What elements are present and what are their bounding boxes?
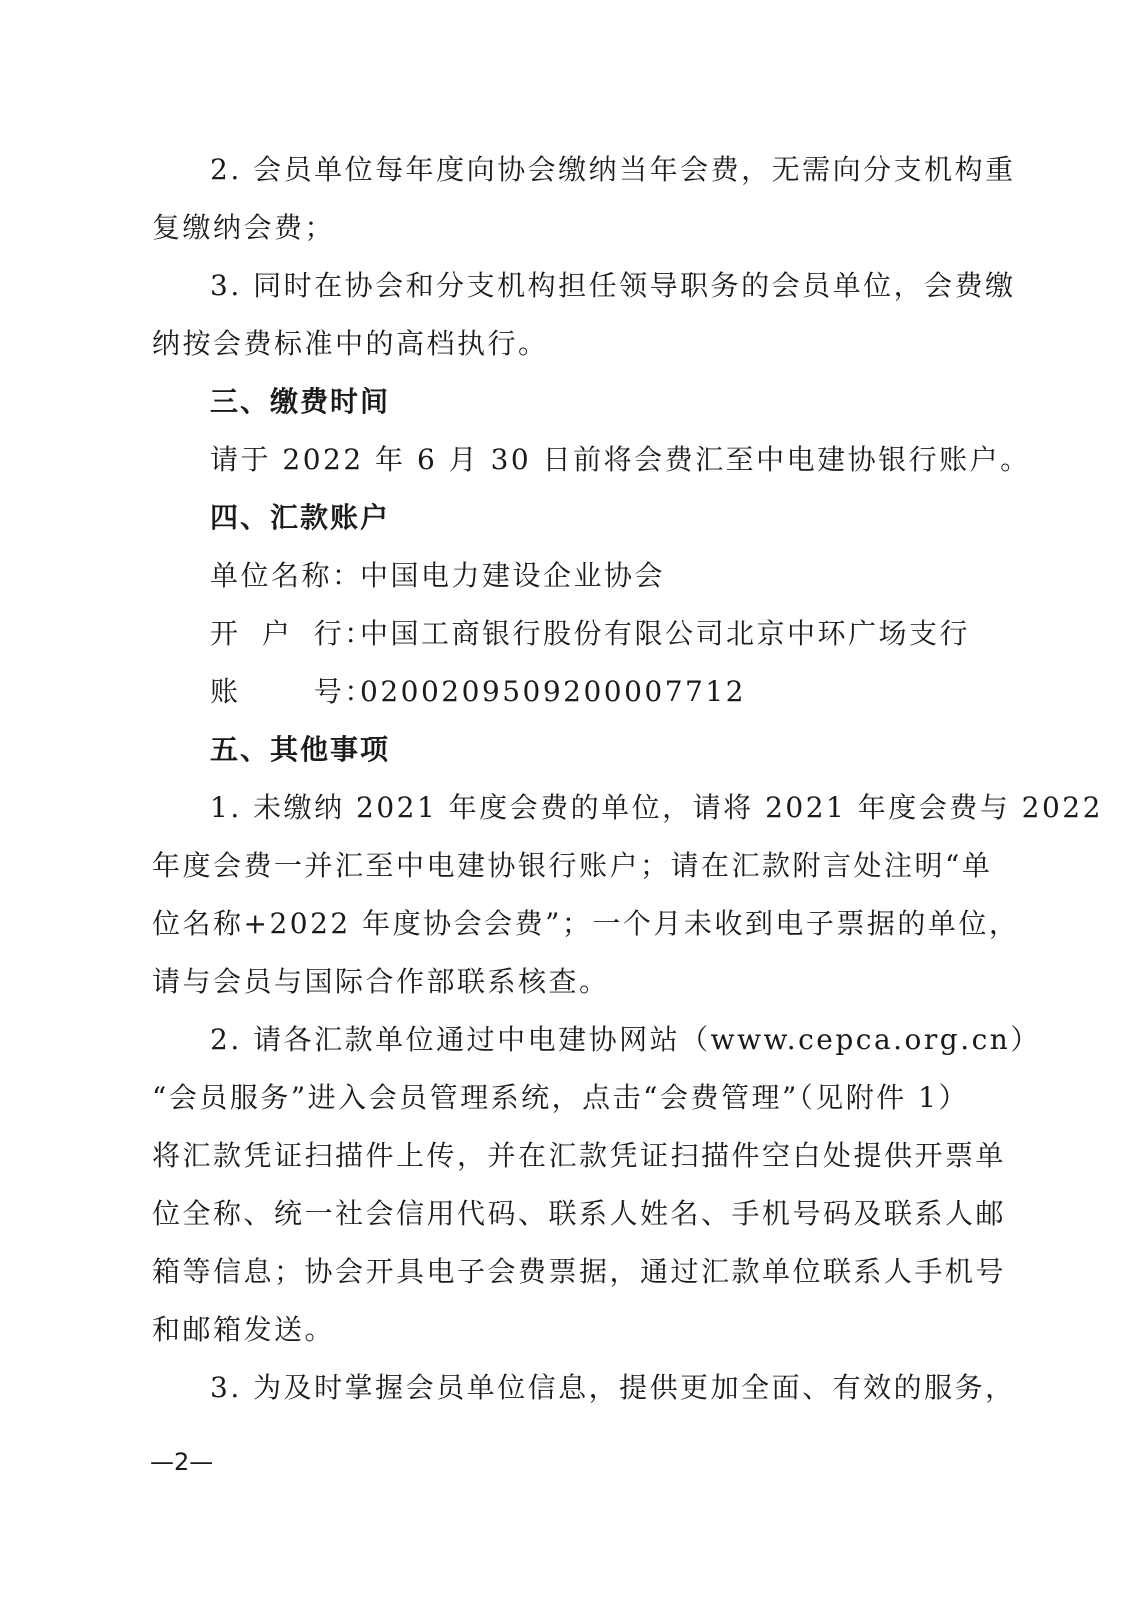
account-label: 账 号： — [210, 675, 375, 708]
bank-label: 开 户 行： — [210, 617, 375, 650]
bank-value: 中国工商银行股份有限公司北京中环广场支行 — [360, 617, 971, 650]
other-item3-line1: 3. 为及时掌握会员单位信息，提供更加全面、有效的服务， — [210, 1371, 1016, 1404]
page-number: —2— — [150, 1448, 214, 1476]
section4-heading: 四、汇款账户 — [210, 501, 391, 534]
account-row — [210, 674, 746, 710]
unit-name-value: 中国电力建设企业协会 — [360, 559, 666, 592]
other-item1-line3: 位名称+2022 年度协会会费”；一个月未收到电子票据的单位， — [152, 907, 1020, 940]
section5-heading: 五、其他事项 — [210, 733, 391, 766]
account-value: 0200209509200007712 — [360, 675, 746, 708]
fees-item3-line2: 纳按会费标准中的高档执行。 — [152, 327, 549, 360]
other-item2-line3: 将汇款凭证扫描件上传，并在汇款凭证扫描件空白处提供开票单 — [152, 1139, 1007, 1172]
section3-text: 请于 2022 年 6 月 30 日前将会费汇至中电建协银行账户。 — [210, 443, 1031, 476]
fees-item3-line1: 3. 同时在协会和分支机构担任领导职务的会员单位，会费缴 — [210, 269, 1016, 302]
other-item2-line6: 和邮箱发送。 — [152, 1313, 336, 1346]
other-item2-line4: 位全称、统一社会信用代码、联系人姓名、手机号码及联系人邮 — [152, 1197, 1007, 1230]
other-item1-line4: 请与会员与国际合作部联系核查。 — [152, 965, 610, 998]
other-item2-line2: “会员服务”进入会员管理系统，点击“会费管理”（见附件 1） — [152, 1081, 969, 1114]
other-item1-line2: 年度会费一并汇至中电建协银行账户；请在汇款附言处注明“单 — [152, 849, 993, 882]
other-item2-line5: 箱等信息；协会开具电子会费票据，通过汇款单位联系人手机号 — [152, 1255, 1007, 1288]
other-item1-line1: 1. 未缴纳 2021 年度会费的单位，请将 2021 年度会费与 2022 — [210, 791, 1103, 824]
unit-name-label: 单位名称： — [210, 559, 363, 592]
other-item2-line1: 2. 请各汇款单位通过中电建协网站（www.cepca.org.cn） — [210, 1023, 1041, 1056]
fees-item2-line1: 2. 会员单位每年度向协会缴纳当年会费，无需向分支机构重 — [210, 153, 1016, 186]
unit-name-row — [210, 558, 665, 594]
section3-heading: 三、缴费时间 — [210, 385, 391, 418]
bank-row — [210, 616, 970, 652]
fees-item2-line2: 复缴纳会费； — [152, 211, 336, 244]
